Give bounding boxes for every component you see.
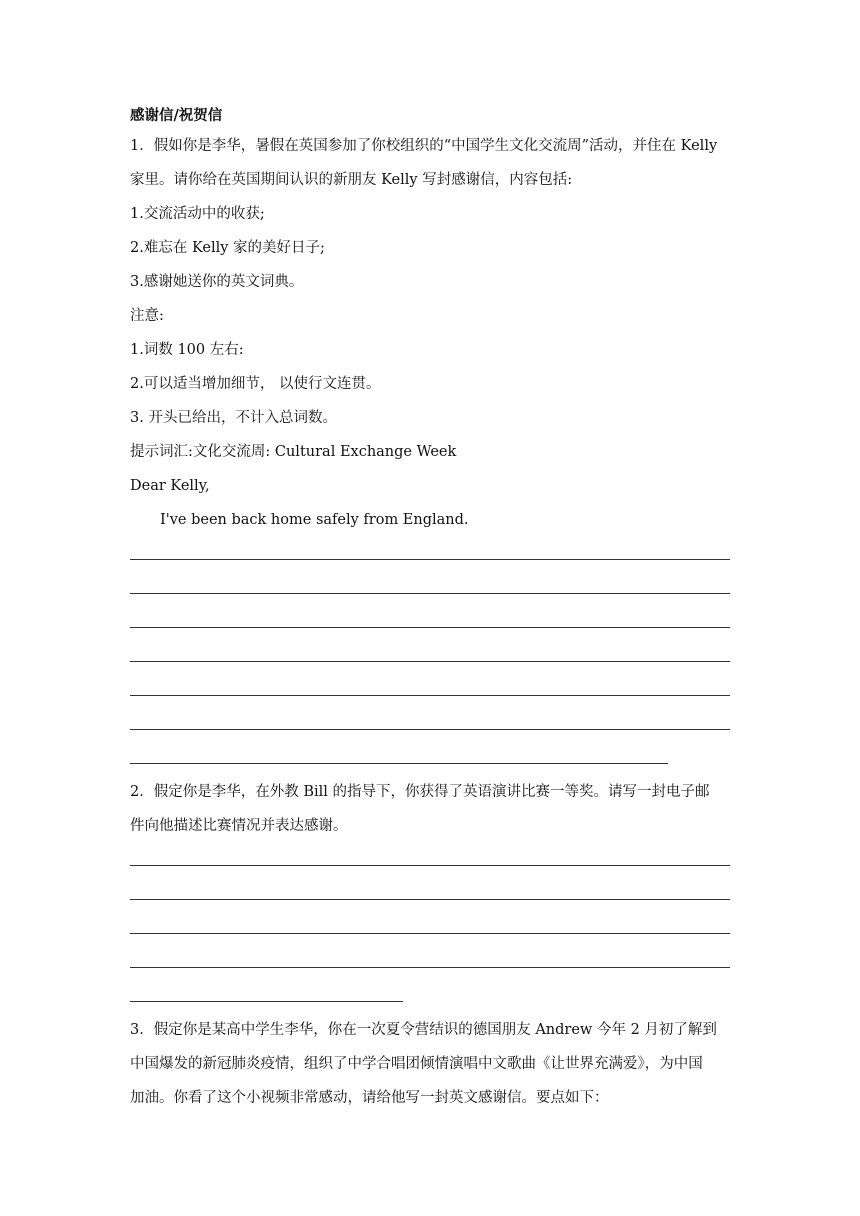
q1-prompt-line-1: 1．假如你是李华，暑假在英国参加了你校组织的“中国学生文化交流周”活动，并住在 Kelly — [130, 138, 718, 154]
q1-note-2: 2.可以适当增加细节， 以使行文连贯。 — [130, 376, 381, 392]
q2-answer-line[interactable] — [130, 911, 730, 945]
q2-answer-line[interactable] — [130, 945, 730, 979]
q3-prompt-line-1: 3．假定你是某高中学生李华，你在一次夏令营结识的德国朋友 Andrew 今年 2 月初了解到 — [130, 1022, 717, 1038]
q1-point-3: 3.感谢她送你的英文词典。 — [130, 274, 304, 290]
q1-point-2: 2.难忘在 Kelly 家的美好日子; — [130, 240, 325, 256]
q2-answer-line[interactable] — [130, 843, 730, 877]
q3-prompt-line-3: 加油。你看了这个小视频非常感动，请给他写一封英文感谢信。要点如下： — [130, 1090, 609, 1106]
q1-note-1: 1.词数 100 左右: — [130, 342, 244, 358]
q2-answer-line[interactable] — [130, 877, 730, 911]
q2-prompt-line-2: 件向他描述比赛情况并表达感谢。 — [130, 818, 348, 834]
q1-answer-line-last[interactable] — [130, 741, 730, 775]
q1-point-1: 1.交流活动中的收获; — [130, 206, 265, 222]
q1-notes-label: 注意: — [130, 308, 164, 324]
q1-answer-line[interactable] — [130, 605, 730, 639]
document-content — [130, 103, 730, 1115]
section-title: 感谢信/祝贺信 — [130, 107, 223, 124]
q1-greeting: Dear Kelly, — [130, 478, 210, 494]
q1-answer-line[interactable] — [130, 639, 730, 673]
q2-prompt-line-1: 2．假定你是李华，在外教 Bill 的指导下，你获得了英语演讲比赛一等奖。请写一封电子邮 — [130, 784, 710, 800]
q1-answer-line[interactable] — [130, 537, 730, 571]
q1-answer-line[interactable] — [130, 571, 730, 605]
q1-answer-line[interactable] — [130, 707, 730, 741]
q1-prompt-line-2: 家里。请你给在英国期间认识的新朋友 Kelly 写封感谢信，内容包括: — [130, 172, 573, 188]
q2-answer-line-last[interactable] — [130, 979, 730, 1013]
q1-opening-sentence: I've been back home safely from England. — [160, 512, 469, 528]
q1-note-3: 3. 开头已给出，不计入总词数。 — [130, 410, 337, 426]
q1-answer-line[interactable] — [130, 673, 730, 707]
q1-hint: 提示词汇:文化交流周: Cultural Exchange Week — [130, 444, 457, 460]
q3-prompt-line-2: 中国爆发的新冠肺炎疫情，组织了中学合唱团倾情演唱中文歌曲《让世界充满爱》，为中国 — [130, 1056, 703, 1072]
